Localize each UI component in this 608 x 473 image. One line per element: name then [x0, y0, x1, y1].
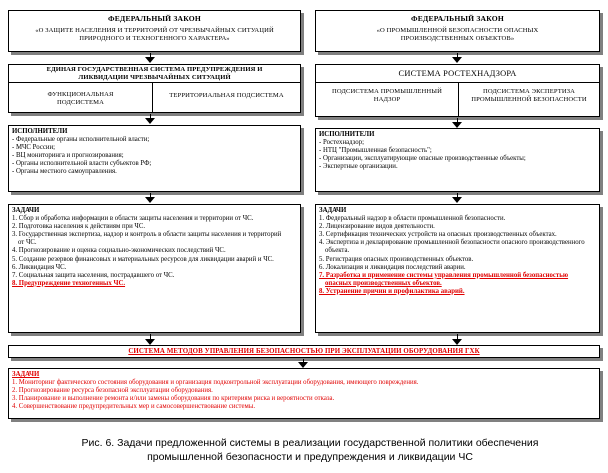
right-executors-title: ИСПОЛНИТЕЛИ: [319, 131, 375, 138]
left-executor-item: - МЧС России;: [12, 144, 56, 152]
right-law-title: ФЕДЕРАЛЬНЫЙ ЗАКОН: [411, 14, 504, 23]
right-executor-item: - Организации, эксплуатирующие опасные производственные объекты;: [319, 155, 526, 163]
arrow-left-3-head: [145, 197, 155, 203]
bottom-task-item: 3. Планирование и выполнение ремонта и/или замены оборудования по критериям риска и вероятности отказа.: [12, 395, 335, 403]
left-task-item: 6. Ликвидация ЧС.: [12, 263, 67, 271]
right-executors-box: [315, 128, 600, 192]
bottom-system-box: [8, 345, 600, 358]
bottom-tasks-title: ЗАДАЧИ: [12, 371, 40, 378]
right-task-item: 5. Регистрация опасных производственных объектов.: [319, 255, 474, 263]
left-executors-list: [12, 136, 297, 176]
bottom-task-item: 2. Прогнозирование ресурса безопасной эксплуатации оборудования.: [12, 387, 213, 395]
left-system-title: ЕДИНАЯ ГОСУДАРСТВЕННАЯ СИСТЕМА ПРЕДУПРЕЖДЕНИЯ И ЛИКВИДАЦИИ ЧРЕЗВЫЧАЙНЫХ СИТУАЦИЙ: [9, 65, 300, 83]
right-law-box: [315, 10, 600, 52]
bottom-task-item: 4. Совершенствование предупредительных мер и самосовершенствование системы.: [12, 403, 256, 411]
left-task-highlighted: 8. Предупреждение техногенных ЧС.: [12, 279, 126, 287]
left-subsystems: [9, 83, 300, 112]
right-subsystem-supervision: ПОДСИСТЕМА ПРОМЫШЛЕННЫЙ НАДЗОР: [316, 83, 459, 116]
right-task-item: 1. Федеральный надзор в области промышленной безопасности.: [319, 215, 506, 223]
right-subsystem-expertise: ПОДСИСТЕМА ЭКСПЕРТИЗА ПРОМЫШЛЕННОЙ БЕЗОПАСНОСТИ: [471, 88, 587, 103]
arrow-left-1-head: [145, 57, 155, 63]
right-task-item: 4. Экспертиза и декларирование промышленной безопасности опасного производственного объекта.: [319, 239, 585, 255]
left-executor-item: - ВЦ мониторинга и прогнозирования;: [12, 152, 124, 160]
right-executors-list: [319, 139, 596, 171]
left-task-item: 3. Государственная экспертиза, надзор и контроль в области защиты населения и территорий от ЧС.: [12, 231, 282, 247]
arrow-left-2-head: [145, 118, 155, 124]
arrow-right-3-head: [452, 197, 462, 203]
left-tasks-box: [8, 204, 301, 333]
right-subsystems: [316, 83, 599, 116]
left-executor-item: - Федеральные органы исполнительной власти;: [12, 136, 150, 144]
left-task-item: 7. Социальная защита населения, пострадавшего от ЧС.: [12, 271, 175, 279]
left-system-box: [8, 64, 301, 113]
left-executors-title: ИСПОЛНИТЕЛИ: [12, 128, 68, 135]
left-task-item: 2. Подготовка населения к действиям при ЧС.: [12, 223, 146, 231]
right-executor-item: - Экспертные организации.: [319, 163, 398, 171]
bottom-tasks-list: [12, 379, 596, 411]
left-task-item: 4. Прогнозирование и оценка социально-экономических последствий ЧС.: [12, 247, 226, 255]
right-executor-item: - Ростехнадзор;: [319, 139, 364, 147]
right-task-highlighted: 8. Устранение причин и профилактика аварий.: [319, 287, 465, 295]
left-subsystem-territorial: ТЕРРИТОРИАЛЬНАЯ ПОДСИСТЕМА: [169, 92, 284, 99]
right-law-subtitle: «О ПРОМЫШЛЕННОЙ БЕЗОПАСНОСТИ ОПАСНЫХ ПРОИЗВОДСТВЕННЫХ ОБЪЕКТОВ»: [376, 27, 539, 42]
left-tasks-title: ЗАДАЧИ: [12, 207, 40, 214]
right-executor-item: - НТЦ "Промышленная безопасность";: [319, 147, 432, 155]
right-task-item: 2. Лицензирование видов деятельности.: [319, 223, 435, 231]
left-task-item: 1. Сбор и обработка информации в области защиты населения и территории от ЧС.: [12, 215, 254, 223]
right-tasks-list: [319, 215, 596, 296]
left-law-subtitle: «О ЗАЩИТЕ НАСЕЛЕНИЯ И ТЕРРИТОРИЙ ОТ ЧРЕЗВЫЧАЙНЫХ СИТУАЦИЙ ПРИРОДНОГО И ТЕХНОГЕННОГО ХАРАКТЕРА»: [35, 27, 274, 42]
right-task-highlighted: 7. Разработка и применение системы управления промышленной безопасностью опасных производственных объектов.: [319, 271, 569, 287]
left-subsystem-functional: ФУНКЦИОНАЛЬНАЯ ПОДСИСТЕМА: [9, 83, 153, 112]
bottom-task-item: 1. Мониторинг фактического состояния оборудования и организация подконтрольной эксплуатации оборудования, имеющего повреждения.: [12, 379, 419, 387]
left-tasks-list: [12, 215, 297, 288]
right-system-title: СИСТЕМА РОСТЕХНАДЗОРА: [316, 65, 599, 83]
figure-caption-line-1: Рис. 6. Задачи предложенной системы в реализации государственной политики обеспечения: [81, 437, 539, 449]
left-task-item: 5. Создание резервов финансовых и материальных ресурсов для ликвидации аварий и ЧС.: [12, 255, 274, 263]
right-task-item: 3. Сертификация технических устройств на опасных производственных объектах.: [319, 231, 557, 239]
left-executor-item: - Органы местного самоуправления.: [12, 168, 117, 176]
right-tasks-box: [315, 204, 600, 333]
figure-caption-line-2: промышленной безопасности и предупреждения и ликвидации ЧС: [147, 451, 473, 463]
right-system-box: [315, 64, 600, 117]
right-task-item: 6. Локализация и ликвидация последствий аварии.: [319, 263, 466, 271]
bottom-system-title: СИСТЕМА МЕТОДОВ УПРАВЛЕНИЯ БЕЗОПАСНОСТЬЮ ПРИ ЭКСПЛУАТАЦИИ ОБОРУДОВАНИЯ ГХК: [128, 348, 480, 355]
left-executor-item: - Органы исполнительной власти субъектов РФ;: [12, 160, 152, 168]
left-law-box: [8, 10, 301, 52]
left-executors-box: [8, 125, 301, 192]
right-tasks-title: ЗАДАЧИ: [319, 207, 347, 214]
arrow-right-1-head: [452, 57, 462, 63]
left-law-title: ФЕДЕРАЛЬНЫЙ ЗАКОН: [108, 14, 201, 23]
bottom-tasks-box: [8, 368, 600, 419]
